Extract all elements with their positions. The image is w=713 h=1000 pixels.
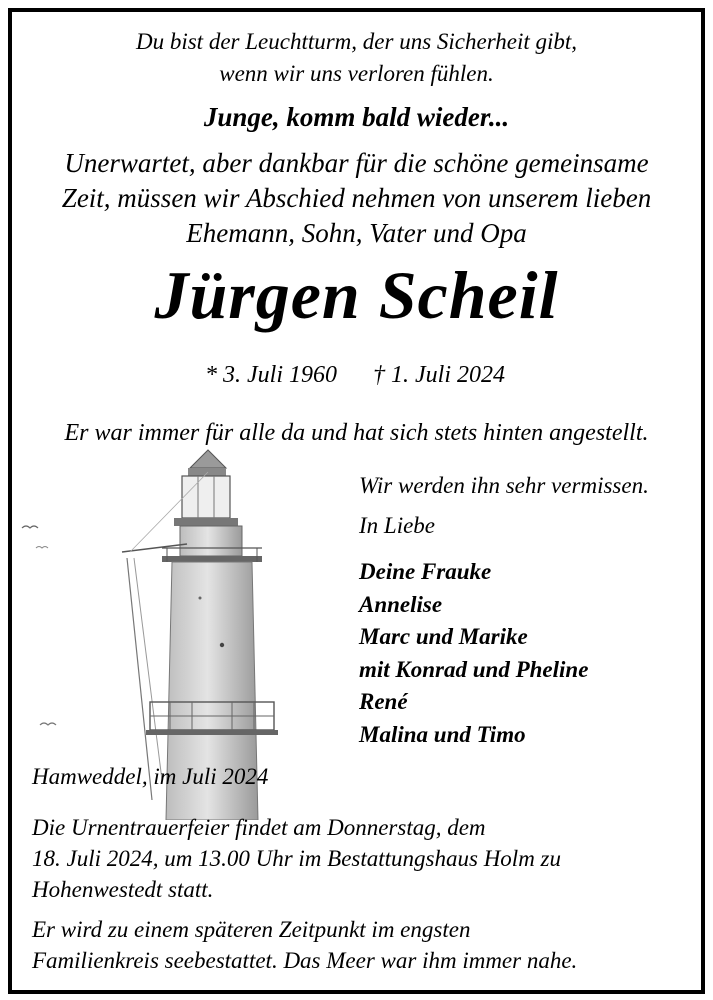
family-member: Marc und Marike (359, 624, 528, 649)
obituary-frame (8, 8, 705, 994)
funeral-line-2: 18. Juli 2024, um 13.00 Uhr im Bestattungshaus Holm zu (32, 846, 561, 871)
family-member: mit Konrad und Pheline (359, 656, 589, 682)
burial-line-1: Er wird zu einem späteren Zeitpunkt im engsten (32, 917, 471, 942)
birth-date: * 3. Juli 1960 (205, 362, 337, 388)
subtitle: Junge, komm bald wieder... (203, 102, 510, 132)
family-member: Malina und Timo (359, 721, 526, 747)
motto-line-2: wenn wir uns verloren fühlen. (219, 61, 494, 86)
deceased-name: Jürgen Scheil (154, 257, 559, 333)
lighthouse-icon (12, 440, 312, 820)
death-date: † 1. Juli 2024 (373, 362, 505, 388)
family-member: Annelise (359, 591, 443, 617)
funeral-notice (32, 812, 561, 905)
intro-line-2: Zeit, müssen wir Abschied nehmen von unserem lieben (61, 183, 652, 213)
in-love: In Liebe (359, 513, 436, 538)
funeral-line-1: Die Urnentrauerfeier findet am Donnerstag, dem (32, 815, 486, 840)
place-date: Hamweddel, im Juli 2024 (32, 764, 269, 789)
burial-line-2: Familienkreis seebestattet. Das Meer war ihm immer nahe. (32, 948, 578, 973)
family-member: René (359, 689, 408, 714)
motto-line-1: Du bist der Leuchtturm, der uns Sicherheit gibt, (135, 29, 578, 54)
family-list (359, 556, 588, 751)
burial-notice (32, 914, 577, 976)
intro-line-1: Unerwartet, aber dankbar für die schöne gemeinsame (64, 148, 649, 178)
quote: Er war immer für alle da und hat sich stets hinten angestellt. (64, 420, 649, 446)
miss-text: Wir werden ihn sehr vermissen. (359, 473, 649, 498)
funeral-line-3: Hohenwestedt statt. (32, 877, 214, 902)
family-member: Deine Frauke (359, 559, 492, 584)
intro-line-3: Ehemann, Sohn, Vater und Opa (186, 218, 527, 248)
